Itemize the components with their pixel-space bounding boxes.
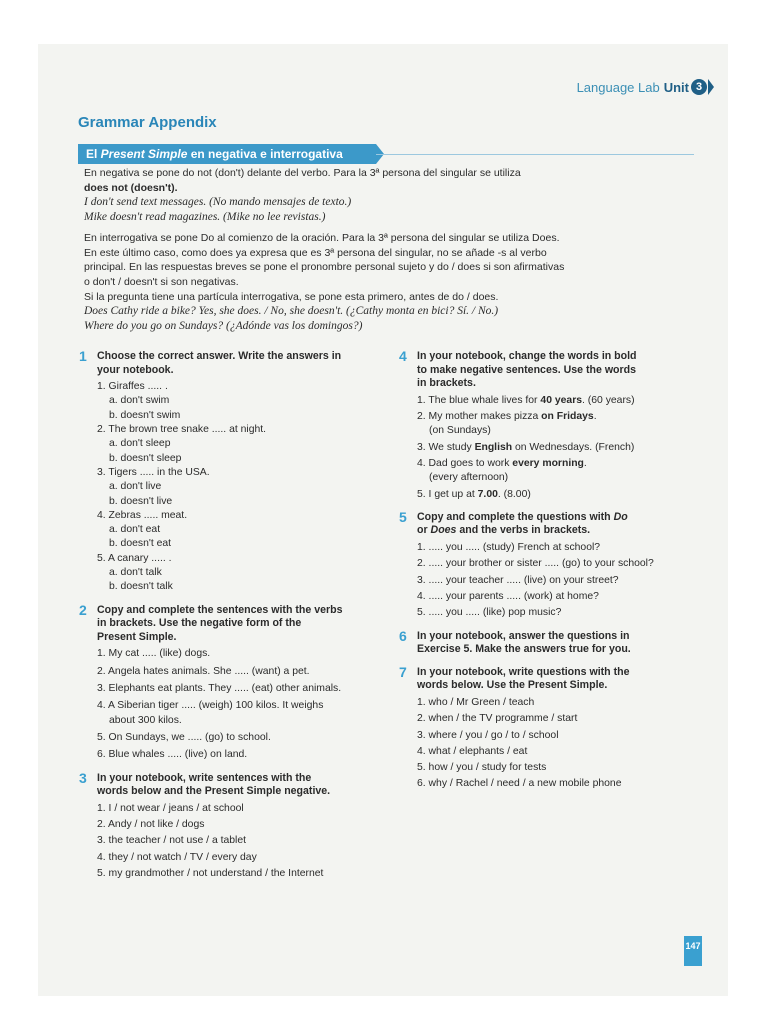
item-text: . xyxy=(593,411,597,423)
answer-option: b. doesn't eat xyxy=(109,538,172,550)
instruction-italic: Do xyxy=(613,510,628,523)
item-text: 3. We study xyxy=(417,441,475,453)
language-lab-label: Language Lab xyxy=(576,79,660,95)
answer-option: b. doesn't live xyxy=(109,495,173,507)
list-item xyxy=(417,457,707,471)
item-text: on Wednesdays. (French) xyxy=(512,441,635,453)
exercise-5 xyxy=(399,508,707,621)
exercise-number: 5 xyxy=(399,508,407,525)
exercise-6 xyxy=(399,627,707,657)
list-item: (on Sundays) xyxy=(429,425,491,437)
answer-option: a. don't live xyxy=(109,481,162,493)
left-column xyxy=(79,348,382,881)
exercise-instruction: Choose the correct answer. Write the answers in xyxy=(97,350,342,362)
exercise-instruction: in brackets. xyxy=(417,377,476,390)
list-item xyxy=(417,394,707,408)
exercise-instruction: In your notebook, change the words in bold xyxy=(417,350,637,362)
list-item: 3. where / you / go / to / school xyxy=(417,729,559,741)
item-bold: on Fridays xyxy=(541,411,594,423)
banner-pre: El xyxy=(86,147,101,161)
intro-line: En negativa se pone do not (don't) delante del verbo. Para la 3ª persona del singular se utiliza xyxy=(84,167,521,179)
list-item: 2. ..... your brother or sister ..... (go) to your school? xyxy=(417,558,654,570)
item-bold: 40 years xyxy=(540,394,583,406)
intro-line: does not (doesn't). xyxy=(84,181,178,194)
item-text: 2. My mother makes pizza xyxy=(417,411,542,423)
answer-option: a. don't talk xyxy=(109,567,162,579)
intro-example: Mike doesn't read magazines. (Mike no lee revistas.) xyxy=(84,211,326,224)
exercise-3 xyxy=(79,769,382,882)
list-item: 4. Zebras ..... meat. xyxy=(97,509,188,521)
exercise-number: 7 xyxy=(399,663,407,680)
item-text: . (8.00) xyxy=(497,488,531,500)
exercise-number: 1 xyxy=(79,348,87,364)
exercise-instruction: words below and the Present Simple negative. xyxy=(97,785,331,798)
intro-line: Si la pregunta tiene una partícula interrogativa, se pone esta primero, antes de do / does. xyxy=(84,290,499,303)
intro-example: Does Cathy ride a bike? Yes, she does. / No, she doesn't. (¿Cathy monta en bici? Sí. / No.) xyxy=(84,305,499,318)
item-text: . (60 years) xyxy=(582,394,635,406)
list-item: 5. my grandmother / not understand / the Internet xyxy=(97,867,324,879)
item-bold: English xyxy=(474,441,513,453)
list-item: 4. what / elephants / eat xyxy=(417,745,528,757)
instruction-text: and the verbs in brackets. xyxy=(456,524,591,537)
intro-line: principal. En las respuestas breves se pone el pronombre personal sujeto y do / does si son afirmativas xyxy=(84,261,565,274)
answer-option: a. don't sleep xyxy=(109,438,171,450)
page-title: Grammar Appendix xyxy=(78,114,217,131)
intro-line: En interrogativa se pone Do al comienzo de la oración. Para la 3ª persona del singular se utiliza Does. xyxy=(84,231,560,244)
exercise-number: 4 xyxy=(399,348,407,364)
item-bold: every morning xyxy=(512,457,584,469)
exercise-instruction: In your notebook, answer the questions in xyxy=(417,629,630,642)
exercise-7 xyxy=(399,663,707,792)
unit-number-badge: 3 xyxy=(691,79,707,95)
answer-option: a. don't eat xyxy=(109,524,161,536)
list-item: 3. ..... your teacher ..... (live) on your street? xyxy=(417,574,619,586)
exercise-instruction: words below. Use the Present Simple. xyxy=(417,679,608,692)
exercise-instruction: in brackets. Use the negative form of the xyxy=(97,617,302,630)
exercise-instruction xyxy=(417,511,707,525)
section-banner xyxy=(78,144,376,164)
unit-header xyxy=(577,79,714,95)
answer-option: a. don't swim xyxy=(109,395,170,407)
list-item: 1. ..... you ..... (study) French at school? xyxy=(417,542,601,554)
exercise-number: 2 xyxy=(79,601,87,618)
list-item xyxy=(417,441,707,455)
answer-option: b. doesn't sleep xyxy=(109,452,182,464)
banner-present-simple: Present Simple xyxy=(100,147,188,161)
banner-post: en negativa e interrogativa xyxy=(187,147,343,161)
list-item: 5. A canary ..... . xyxy=(97,552,172,564)
item-text: 4. Dad goes to work xyxy=(417,457,513,469)
list-item: 3. Elephants eat plants. They ..... (eat) other animals. xyxy=(97,683,342,695)
intro-line: o don't / doesn't si son negativas. xyxy=(84,275,239,288)
exercise-instruction: Exercise 5. Make the answers true for you. xyxy=(417,643,631,656)
exercise-instruction xyxy=(417,524,707,538)
exercise-instruction: Present Simple. xyxy=(97,630,177,643)
list-item: 6. Blue whales ..... (live) on land. xyxy=(97,749,248,761)
item-text: . xyxy=(583,457,587,469)
exercise-instruction: Copy and complete the sentences with the verbs xyxy=(97,603,343,616)
list-item: 4. A Siberian tiger ..... (weigh) 100 kilos. It weighs xyxy=(97,700,324,712)
list-item: 5. ..... you ..... (like) pop music? xyxy=(417,607,562,619)
list-item: (every afternoon) xyxy=(429,472,509,484)
list-item: 4. they / not watch / TV / every day xyxy=(97,851,257,863)
exercise-number: 6 xyxy=(399,627,407,644)
exercise-instruction: your notebook. xyxy=(97,363,174,376)
list-item: 3. the teacher / not use / a tablet xyxy=(97,835,247,847)
list-item: 6. why / Rachel / need / a new mobile phone xyxy=(417,778,622,790)
list-item: 5. how / you / study for tests xyxy=(417,762,547,774)
item-text: 5. I get up at xyxy=(417,488,478,500)
list-item: 2. Andy / not like / dogs xyxy=(97,818,205,830)
list-item: 2. The brown tree snake ..... at night. xyxy=(97,424,267,436)
list-item: about 300 kilos. xyxy=(109,714,182,726)
unit-label: Unit xyxy=(663,79,689,95)
list-item: 4. ..... your parents ..... (work) at home? xyxy=(417,590,599,602)
right-column xyxy=(399,348,707,792)
list-item xyxy=(417,488,707,502)
list-item: 3. Tigers ..... in the USA. xyxy=(97,466,210,478)
intro-example: Where do you go on Sundays? (¿Adónde vas los domingos?) xyxy=(84,320,363,333)
instruction-text: or xyxy=(417,524,431,537)
intro-example: I don't send text messages. (No mando mensajes de texto.) xyxy=(84,196,352,209)
exercise-number: 3 xyxy=(79,769,87,786)
intro-line: En este último caso, como does ya expresa que es 3ª persona del singular, no se añade -s al verbo xyxy=(84,246,547,259)
exercise-4 xyxy=(399,348,707,502)
list-item: 1. I / not wear / jeans / at school xyxy=(97,802,244,814)
answer-option: b. doesn't talk xyxy=(109,581,173,593)
list-item: 2. Angela hates animals. She ..... (want) a pet. xyxy=(97,665,310,677)
answer-option: b. doesn't swim xyxy=(109,409,181,421)
grammar-explanation xyxy=(84,166,624,334)
item-bold: 7.00 xyxy=(477,488,498,500)
list-item: 1. who / Mr Green / teach xyxy=(417,696,535,708)
exercise-1 xyxy=(79,348,382,595)
page-number: 147 xyxy=(685,941,701,951)
chevron-right-icon xyxy=(708,79,714,95)
exercise-instruction: to make negative sentences. Use the words xyxy=(417,363,637,376)
banner-divider xyxy=(376,154,694,155)
exercise-2 xyxy=(79,601,382,763)
list-item: 2. when / the TV programme / start xyxy=(417,713,578,725)
exercise-instruction: In your notebook, write sentences with the xyxy=(97,771,312,784)
list-item: 1. Giraffes ..... . xyxy=(97,381,168,393)
list-item: 5. On Sundays, we ..... (go) to school. xyxy=(97,731,271,743)
list-item xyxy=(417,410,707,424)
instruction-text: Copy and complete the questions with xyxy=(417,510,614,523)
exercise-instruction: In your notebook, write questions with the xyxy=(417,665,630,678)
item-text: 1. The blue whale lives for xyxy=(417,394,541,406)
list-item: 1. My cat ..... (like) dogs. xyxy=(97,648,211,660)
instruction-italic: Does xyxy=(430,524,457,537)
